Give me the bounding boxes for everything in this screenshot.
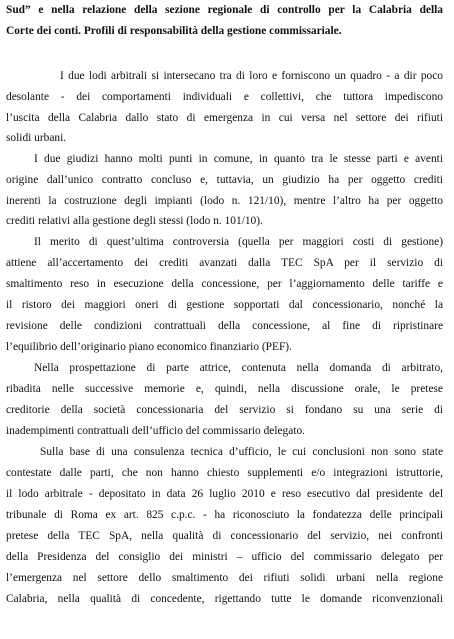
paragraph-1-line-4: solidi urbani.	[6, 132, 67, 144]
paragraph-3-line-3: smaltimento reso in esecuzione della concessione, per l’aggiornamento delle tariffe e	[6, 278, 443, 290]
paragraph-2-line-3: inerenti la costruzione degli impianti (lodo n. 121/10), mentre l’altro ha per oggetto	[6, 195, 443, 207]
paragraph-5-line-7: l’emergenza nel settore dello smaltimento dei rifiuti solidi urbani nella regione	[6, 572, 443, 584]
paragraph-4-line-2: ribadita nelle successive memorie e, quindi, nella discussione orale, le pretese	[6, 383, 443, 395]
paragraph-4-line-4: inadempimenti contrattuali dell’ufficio del commissario delegato.	[6, 425, 306, 437]
paragraph-3-line-6: l’equilibrio dell’originario piano economico finanziario (PEF).	[6, 341, 292, 353]
heading-line-1: Sud” e nella relazione della sezione regionale di controllo per la Calabria della	[6, 4, 443, 16]
paragraph-5-line-5: pretese della TEC SpA, nella qualità di concessionario del servizio, nei confronti	[6, 530, 443, 542]
paragraph-5-line-8: Calabria, nella qualità di concedente, rigettando tutte le domande riconvenzionali	[6, 593, 443, 605]
paragraph-2-line-1: I due giudizi hanno molti punti in comune, in quanto tra le stesse parti e aventi	[34, 153, 443, 165]
paragraph-2-line-4: crediti relativi alla gestione degli stessi (lodo n. 101/10).	[6, 215, 263, 227]
paragraph-2-line-2: origine dall’unico contratto concluso e, tuttavia, un giudizio ha per oggetto crediti	[6, 174, 443, 186]
paragraph-5-line-4: tribunale di Roma ex art. 825 c.p.c. - ha riconosciuto la fondatezza delle principali	[6, 509, 443, 521]
paragraph-3-line-4: il ristoro dei maggiori oneri di gestione sopportati dal concessionario, nonché la	[6, 299, 443, 311]
paragraph-5-line-3: il lodo arbitrale - depositato in data 26 luglio 2010 e reso esecutivo dal presidente del	[6, 488, 443, 500]
heading-line-2: Corte dei conti. Profili di responsabilità della gestione commissariale.	[6, 25, 342, 37]
paragraph-1-line-1: I due lodi arbitrali si intersecano tra di loro e forniscono un quadro - a dir poco	[60, 70, 443, 82]
paragraph-3-line-5: revisione delle condizioni contrattuali della concessione, al fine di ripristinare	[6, 320, 443, 332]
paragraph-1-line-2: desolante - dei comportamenti individuali e collettivi, che tuttora impediscono	[6, 91, 443, 103]
paragraph-3-line-2: attiene all’accertamento dei crediti avanzati dalla TEC SpA per il servizio di	[6, 257, 443, 269]
paragraph-4-line-3: creditorie della società concessionaria del servizio si fondano su una serie di	[6, 404, 443, 416]
paragraph-5-line-1: Sulla base di una consulenza tecnica d’ufficio, le cui conclusioni non sono state	[40, 446, 443, 458]
paragraph-5-line-2: contestate dalle parti, che non hanno chiesto supplementi e/o integrazioni istruttorie,	[6, 467, 443, 479]
paragraph-5-line-6: della Presidenza del consiglio dei ministri – ufficio del commissario delegato per	[6, 551, 443, 563]
paragraph-4-line-1: Nella prospettazione di parte attrice, contenuta nella domanda di arbitrato,	[34, 362, 443, 374]
paragraph-3-line-1: Il merito di quest’ultima controversia (quella per maggiori costi di gestione)	[34, 236, 443, 248]
paragraph-1-line-3: l’uscita della Calabria dallo stato di emergenza in cui versa nel settore dei rifiuti	[6, 112, 443, 124]
